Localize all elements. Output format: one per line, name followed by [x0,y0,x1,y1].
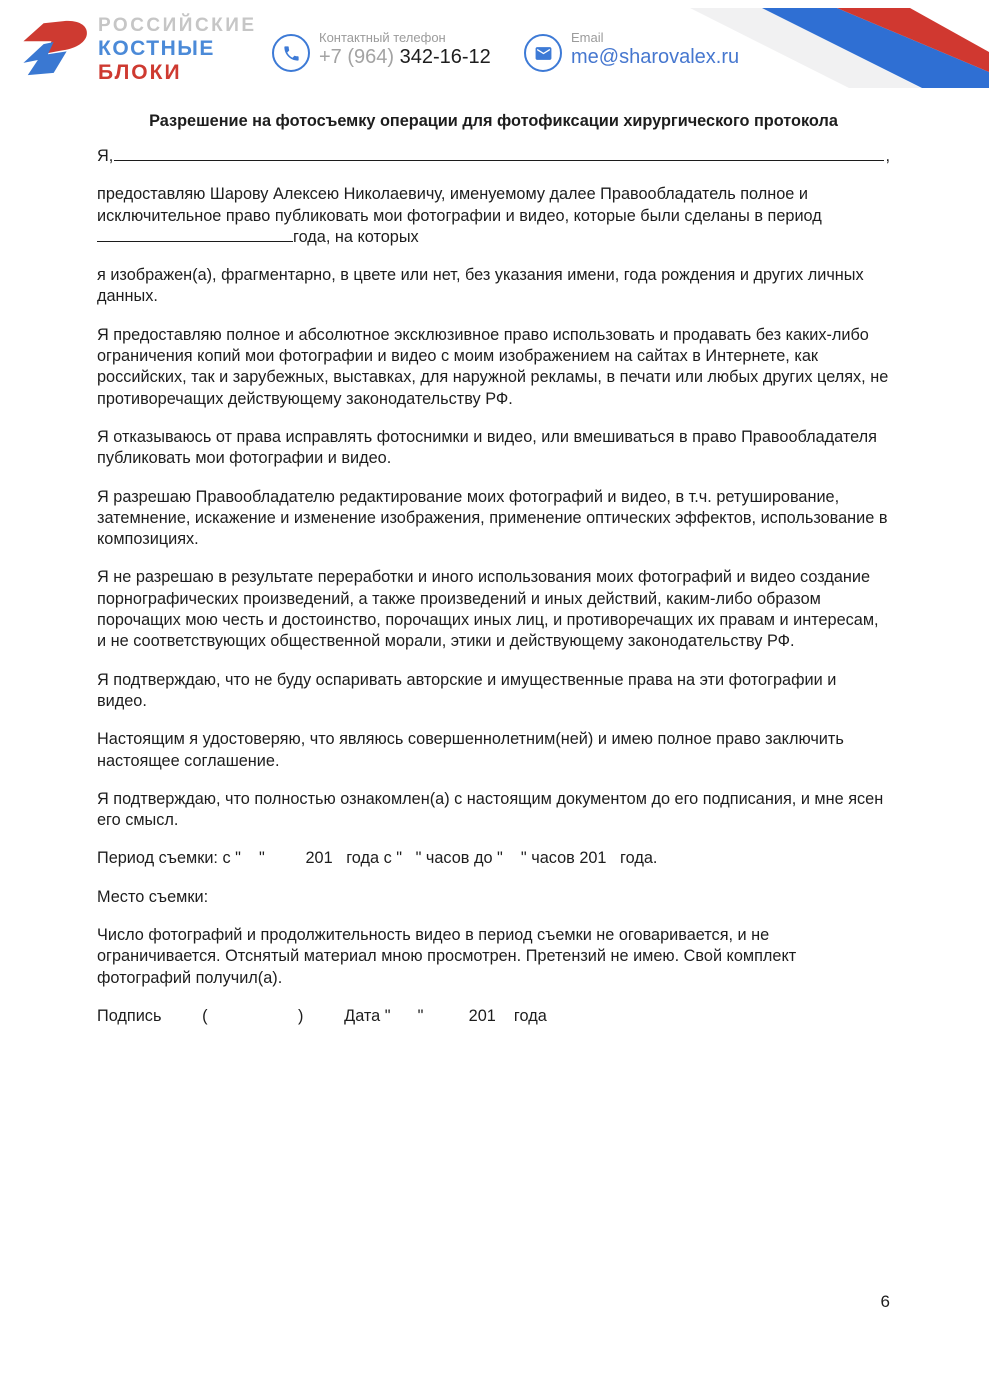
phone-label: Контактный телефон [319,30,446,45]
name-line [97,146,890,167]
logo-word-1: РОССИЙСКИЕ [98,15,257,36]
period-blank-field[interactable] [97,228,293,242]
phone-prefix: +7 (964) [319,46,400,68]
logo-r-icon [22,8,94,86]
shooting-period-line: Период съемки: с " " 201 года с " " часов до " " часов 201 года. [97,849,658,868]
shooting-place-line: Место съемки: [97,887,209,906]
document-body [0,110,989,1027]
email-icon [524,34,562,72]
phone-number [319,45,491,69]
logo-word-2: КОСТНЫЕ [98,37,215,60]
letterhead [0,0,989,100]
paragraph-read-confirmation: Я подтверждаю, что полностью ознакомлен(а) с настоящим документом до его подписания, и мне ясен его смысл. [97,789,884,830]
paragraph-exclusive-right: Я предоставляю полное и абсолютное эксклюзивное право использовать и продавать без каких-либо ограничения копий мои фотографии и видео с моим изображением на сайтах в Интернете, как российских, так и зарубежных, выставках, для наружной рекламы, в печати или любых других целях, не противоречащих действующему законодательству РФ. [97,325,889,408]
paragraph-closing: Число фотографий и продолжительность видео в период съемки не оговаривается, и не ограничивается. Отснятый материал мною просмотрен. Претензий не имею. Свой комплект фотографий получил(а). [97,926,797,987]
email-label: Email [571,30,604,45]
phone-icon [272,34,310,72]
phone-main-digits: 342-16-12 [399,46,491,68]
paragraph-no-copyright-dispute: Я подтверждаю, что не буду оспаривать авторские и имущественные права на эти фотографии и видео. [97,670,837,710]
paragraph-waive-correction: Я отказываюсь от права исправлять фотоснимки и видео, или вмешиваться в право Правообладателя публиковать мои фотографии и видео. [97,427,877,468]
email-info [571,30,739,69]
paragraph-allow-editing: Я разрешаю Правообладателю редактирование моих фотографий и видео, в т.ч. ретуширование, затемнение, искажение и изменение изображения, применение оптических эффектов, использование в композициях. [97,487,888,549]
grant-text-after-blank: года, на которых [293,227,419,246]
phone-info [319,30,491,69]
paragraph-adult-confirmation: Настоящим я удостоверяю, что являюсь совершеннолетним(ней) и имею полное право заключить настоящее соглашение. [97,730,844,770]
company-logo [22,8,257,86]
email-address-link[interactable]: me@sharovalex.ru [571,46,740,68]
paragraph-grant [97,184,890,248]
paragraph-depicted: я изображен(а), фрагментарно, в цвете или нет, без указания имени, года рождения и других личных данных. [97,266,864,306]
logo-text [98,8,257,83]
phone-contact [272,30,491,72]
paragraph-forbid-misuse: Я не разрешаю в результате переработки и иного использования моих фотографий и видео создание порнографических произведений, а также произведений и иных действий, каким-либо образом порочащих мою честь и достоинство, порочащих иных лиц, и противоречащих их правам и интересам, и не соответствующих общественной морали, этики и действующему законодательству РФ. [97,568,879,651]
grant-text-before-blank: предоставляю Шарову Алексею Николаевичу, именуемому далее Правообладатель полное и исключительное право публиковать мои фотографии и видео, которые были сделаны в период [97,185,822,225]
name-line-prefix: Я, [97,147,114,165]
name-blank-field[interactable] [114,146,884,161]
email-contact [524,30,739,72]
page-number: 6 [880,1292,890,1311]
signature-date-line: Подпись ( ) Дата " " 201 года [97,1006,547,1025]
name-line-suffix: , [885,147,890,165]
document-title: Разрешение на фотосъемку операции для фотофиксации хирургического протокола [149,112,838,130]
logo-word-3: БЛОКИ [98,61,182,84]
